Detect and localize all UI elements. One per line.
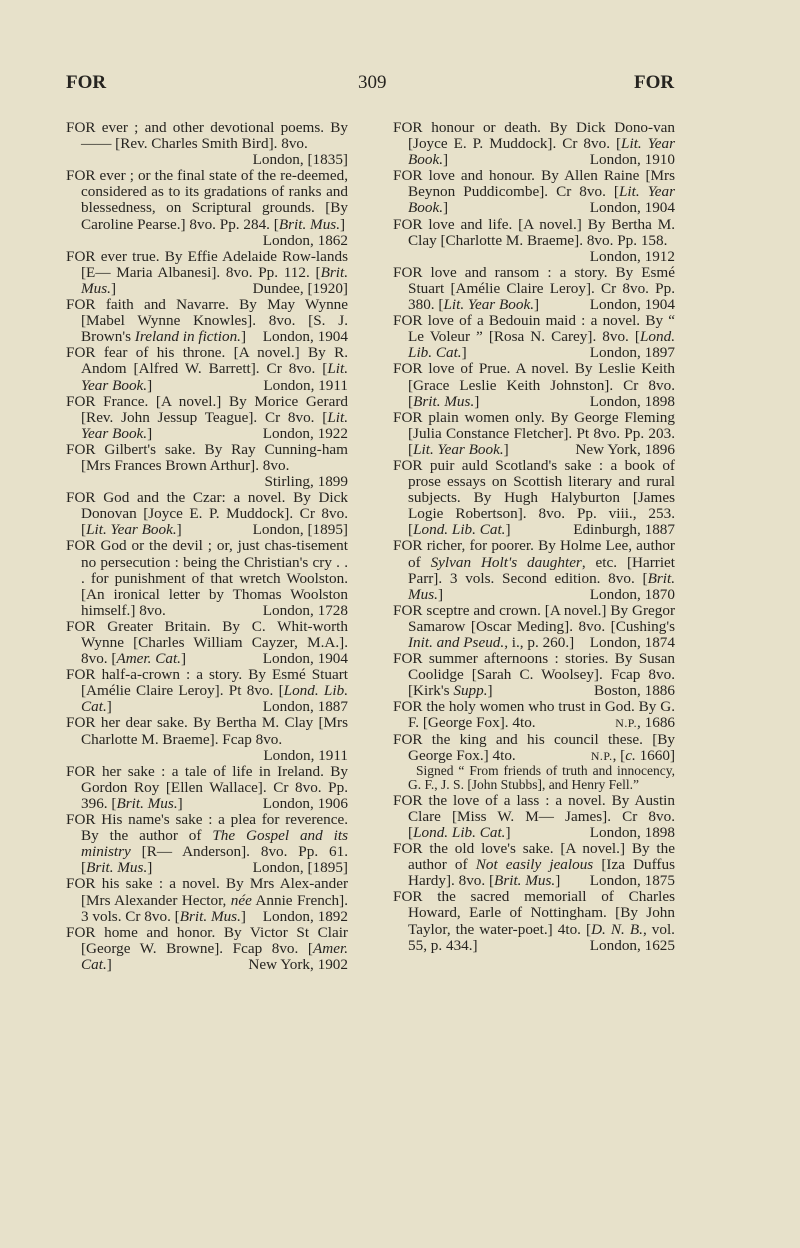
italic-text: Init. and Pseud. — [408, 634, 505, 651]
entry-text: FOR fear of his throne. [A novel.] By R. Andom [Alfred W. Barrett]. Cr 8vo. [ — [66, 344, 348, 378]
entry-text: ] — [180, 650, 187, 668]
entry-text: London, 1904 — [262, 328, 348, 346]
entry-text: FOR her dear sake. By Bertha M. Clay [Mrs Charlotte M. Braeme]. Fcap 8vo. — [66, 714, 348, 748]
entry-text: New York, 1896 — [575, 440, 675, 458]
entry-text: FOR home and honor. By Victor St Clair [George W. Browne]. Fcap 8vo. [ — [66, 923, 348, 957]
publication-place-date — [563, 522, 675, 538]
italic-text: Brit. Mus. — [86, 859, 148, 877]
entry-text: London, 1912 — [589, 247, 675, 265]
publication-place-date — [580, 635, 675, 651]
entry-text: ] — [443, 151, 449, 169]
entry-text: ] — [443, 199, 449, 217]
italic-text: Not easily jealous — [475, 856, 594, 874]
entry-text: ] — [487, 682, 493, 700]
bibliography-entry — [393, 651, 675, 699]
publication-place-date — [243, 281, 348, 297]
entry-text: ] — [106, 955, 112, 973]
italic-text: Amer. Cat. — [81, 939, 348, 973]
publication-place-date — [581, 748, 675, 764]
entry-text: FOR God or the devil ; or, just chas-tisement no persecution : being the Christian's cry . . . for punishment of that wretch Woolston. [An ironical letter by Thomas Woolston himself.] 8vo. — [66, 537, 348, 619]
small-caps-text: N.P. — [615, 716, 638, 731]
publication-place-date — [584, 683, 675, 699]
entry-text: ] — [340, 215, 346, 233]
entry-note: Signed “ From friends of truth and innocency, G. F., J. S. [John Stubbs], and Henry Fell.” — [408, 762, 675, 793]
italic-text: Brit. Mus. — [116, 794, 178, 812]
entry-text: ] — [147, 424, 153, 442]
entry-text: London, 1862 — [262, 231, 348, 249]
italic-text: Brit. Mus. — [408, 569, 675, 603]
publication-place-date — [580, 249, 675, 265]
entry-text: FOR the king and his council these. [By George Fox.] 4to. — [393, 730, 675, 764]
italic-text: Brit. Mus. — [81, 263, 348, 297]
page-number: 309 — [358, 72, 387, 93]
entry-text: ] — [437, 585, 444, 603]
publication-place-date — [253, 378, 348, 394]
entry-text: ] — [474, 392, 480, 410]
bibliography-entry — [66, 442, 348, 490]
bibliography-entry — [393, 699, 675, 731]
entry-text: FOR the sacred memoriall of Charles Howard, Earle of Nottingham. [By John Taylor, the water-poet.] 4to. [ — [393, 888, 675, 938]
entry-text: ] — [555, 872, 561, 890]
entry-text: FOR the love of a lass : a novel. By Austin Clare [Miss W. M— James]. Cr 8vo. [ — [393, 791, 675, 841]
publication-place-date — [605, 715, 675, 731]
publication-place-date — [253, 699, 348, 715]
entry-text: FOR the holy women who trust in God. By G. F. [George Fox]. 4to. — [393, 698, 675, 732]
publication-place-date — [243, 860, 348, 876]
italic-text: née — [230, 891, 252, 909]
publication-place-date — [580, 345, 675, 361]
entry-text: FOR France. [A novel.] By Morice Gerard [Rev. John Jessup Teague]. Cr 8vo. [ — [66, 392, 348, 426]
publication-place-date — [254, 474, 348, 490]
entry-text: London, 1870 — [589, 585, 675, 603]
publication-place-date — [253, 426, 348, 442]
entry-text: ] — [106, 698, 112, 716]
bibliography-entry — [393, 265, 675, 313]
entry-text: London, 1887 — [262, 698, 348, 716]
bibliography-entry — [393, 168, 675, 216]
bibliography-entry — [66, 297, 348, 345]
entry-text: London, 1904 — [262, 650, 348, 668]
entry-text: London, 1910 — [589, 151, 675, 169]
entry-text: London, 1898 — [589, 823, 675, 841]
bibliography-entry — [66, 490, 348, 538]
italic-text: Lit. Year Book. — [408, 135, 675, 169]
bibliography-entry — [393, 538, 675, 602]
entry-text: , [ — [612, 746, 626, 764]
entry-text: London, 1922 — [262, 424, 348, 442]
bibliography-entry — [66, 345, 348, 393]
entry-text: London, [1895] — [252, 521, 348, 539]
entry-text: London, 1911 — [263, 746, 348, 764]
italic-text: Lond. Lib. Cat. — [408, 328, 675, 362]
italic-text: Brit. Mus. — [278, 215, 341, 233]
entry-text: FOR plain women only. By George Fleming [Julia Constance Fletcher]. Pt 8vo. Pp. 203. [ — [393, 408, 675, 458]
entry-text: London, 1728 — [262, 601, 348, 619]
entry-text: FOR ever ; or the final state of the re-deemed, considered as to its gradations of ranks and blessedness, on Scriptural grounds. [By Caroline Pearse.] 8vo. Pp. 284. [ — [66, 167, 348, 233]
entry-text: ] — [240, 328, 247, 346]
bibliography-entry — [66, 120, 348, 168]
entry-text: FOR God and the Czar: a novel. By Dick Donovan [Joyce E. P. Muddock]. Cr 8vo. [ — [66, 489, 348, 539]
publication-place-date — [580, 938, 675, 954]
italic-text: Ireland in fiction. — [134, 328, 241, 346]
entry-text: FOR ever true. By Effie Adelaide Row-lands [E— Maria Albanesi]. 8vo. Pp. 112. [ — [66, 247, 348, 281]
entry-text: ] — [147, 859, 153, 877]
entry-text: FOR love and life. [A novel.] By Bertha M. Clay [Charlotte M. Braeme]. 8vo. Pp. 158. — [393, 215, 675, 249]
entry-text: FOR Gilbert's sake. By Ray Cunning-ham [Mrs Frances Brown Arthur]. 8vo. — [66, 440, 348, 474]
right-column — [393, 120, 675, 954]
publication-place-date — [238, 957, 348, 973]
italic-text: Lond. Lib. Cat. — [81, 682, 348, 716]
italic-text: Lond. Lib. Cat. — [413, 823, 506, 841]
bibliography-entry — [393, 889, 675, 953]
bibliography-entry — [393, 732, 675, 764]
entry-text: ] — [505, 823, 511, 841]
bibliography-entry — [393, 793, 675, 841]
entry-text: FOR faith and Navarre. By May Wynne [Mabel Wynne Knowles]. 8vo. [S. J. Brown's — [66, 296, 348, 346]
bibliography-entry — [66, 168, 348, 248]
bibliography-entry — [66, 619, 348, 667]
bibliography-entry — [393, 120, 675, 168]
entry-text: , i., p. 260.] — [504, 634, 575, 651]
entry-text: ] — [461, 344, 467, 362]
bibliography-entry — [66, 925, 348, 973]
bibliography-entry — [66, 538, 348, 618]
entry-text: London, 1874 — [589, 634, 675, 651]
publication-place-date — [253, 909, 348, 925]
entry-text: [R— Anderson]. 8vo. Pp. 61. [ — [81, 843, 348, 877]
entry-text: FOR sceptre and crown. [A novel.] By Gregor Samarow [Oscar Meding]. 8vo. [Cushing's — [393, 601, 675, 635]
publication-place-date — [580, 200, 675, 216]
publication-place-date — [243, 152, 348, 168]
bibliography-entry — [393, 313, 675, 361]
publication-place-date — [253, 603, 348, 619]
bibliography-entry — [66, 715, 348, 763]
entry-text: FOR puir auld Scotland's sake : a book of prose essays on Scottish literary and rural subjects. By Hugh Halyburton [James Logie Robertson]. 8vo. Pp. viii., 253. [ — [393, 456, 675, 539]
publication-place-date — [580, 873, 675, 889]
running-head-right: FOR — [634, 72, 675, 93]
entry-text: , 1686 — [637, 714, 675, 732]
entry-text: FOR the old love's sake. [A novel.] By the author of — [393, 840, 675, 874]
italic-text: Lit. Year Book. — [413, 440, 504, 458]
entry-text: Edinburgh, 1887 — [573, 521, 675, 539]
publication-place-date — [580, 297, 675, 313]
italic-text: Supp. — [453, 682, 488, 700]
italic-text: c. — [625, 746, 636, 764]
entry-text: New York, 1902 — [248, 955, 348, 973]
entry-text: FOR her sake : a tale of life in Ireland. By Gordon Roy [Ellen Wallace]. Cr 8vo. Pp. 396. [ — [66, 762, 348, 812]
entry-text: 1660] — [635, 746, 675, 764]
publication-place-date — [243, 522, 348, 538]
entry-text: London, 1875 — [589, 872, 675, 890]
bibliography-entry — [66, 667, 348, 715]
publication-place-date — [253, 796, 348, 812]
bibliography-entry — [393, 217, 675, 265]
entry-text: Stirling, 1899 — [264, 473, 348, 491]
bibliography-entry — [393, 361, 675, 409]
bibliography-entry — [66, 764, 348, 812]
entry-text: FOR love and ransom : a story. By Esmé Stuart [Amélie Claire Leroy]. Cr 8vo. Pp. 380. [ — [393, 263, 675, 314]
publication-place-date — [580, 152, 675, 168]
entry-text: ] — [177, 794, 183, 812]
entry-text: London, 1898 — [589, 392, 675, 410]
bibliography-entry — [393, 458, 675, 538]
entry-text: London, 1625 — [589, 936, 675, 954]
bibliography-entry — [66, 394, 348, 442]
entry-text: FOR Greater Britain. By C. Whit-worth Wynne [Charles William Cayzer, M.A.]. 8vo. [ — [66, 617, 348, 668]
entry-text: London, 1897 — [589, 344, 675, 362]
publication-place-date — [253, 748, 348, 764]
small-caps-text: N.P. — [590, 748, 613, 763]
entry-text: London, 1906 — [262, 794, 348, 812]
entry-text: ] — [503, 440, 509, 458]
entry-text: FOR His name's sake : a plea for reverence. By the author of — [66, 811, 348, 845]
bibliography-entry — [393, 603, 675, 651]
running-head-left: FOR — [66, 72, 107, 93]
entry-text: FOR summer afternoons : stories. By Susan Coolidge [Sarah C. Woolsey]. Fcap 8vo. [Kirk's — [393, 650, 675, 700]
bibliography-entry — [66, 812, 348, 876]
entry-text: London, [1895] — [252, 859, 348, 877]
entry-text: FOR love and honour. By Allen Raine [Mrs Beynon Puddicombe]. Cr 8vo. [ — [393, 167, 675, 201]
entry-text: FOR half-a-crown : a story. By Esmé Stuart [Amélie Claire Leroy]. Pt 8vo. [ — [66, 666, 348, 700]
italic-text: D. N. B. — [591, 920, 643, 938]
italic-text: Lit. Year Book. — [86, 521, 177, 539]
entry-text: ] — [110, 279, 117, 297]
publication-place-date — [253, 651, 348, 667]
bibliography-entry — [66, 876, 348, 924]
entry-text: ] — [240, 907, 246, 925]
entry-text: London, 1892 — [262, 907, 348, 925]
italic-text: Brit. Mus. — [413, 392, 475, 410]
entry-text: FOR richer, for poorer. By Holme Lee, author of — [393, 537, 675, 571]
entry-text: FOR honour or death. By Dick Dono-van [Joyce E. P. Muddock]. Cr 8vo. [ — [393, 119, 675, 153]
publication-place-date — [580, 587, 675, 603]
bibliography-entry — [393, 841, 675, 889]
entry-text: FOR love of a Bedouin maid : a novel. By “ Le Voleur ” [Rosa N. Carey]. 8vo. [ — [393, 312, 675, 346]
entry-text: London, [1835] — [252, 151, 348, 169]
entry-text: ] — [147, 376, 153, 394]
italic-text: Lit. Year Book. — [81, 408, 348, 442]
italic-text: Amer. Cat. — [116, 650, 181, 668]
entry-text: ] — [505, 521, 511, 539]
publication-place-date — [253, 233, 348, 249]
entry-text: ] — [534, 296, 540, 314]
entry-text: London, 1911 — [263, 376, 348, 394]
entry-text: Dundee, [1920] — [252, 279, 348, 297]
entry-text: Annie French]. 3 vols. Cr 8vo. [ — [81, 891, 348, 925]
entry-text: , etc. [Harriet Parr]. 3 vols. Second edition. 8vo. [ — [408, 553, 676, 587]
entry-text: London, 1904 — [589, 296, 675, 314]
italic-text: Lit. Year Book. — [443, 296, 535, 314]
publication-place-date — [565, 442, 675, 458]
italic-text: Lit. Year Book. — [81, 360, 348, 394]
entry-text: ] — [176, 521, 182, 539]
publication-place-date — [253, 329, 348, 345]
entry-text: Boston, 1886 — [593, 682, 675, 700]
entry-text: London, 1904 — [589, 199, 675, 217]
entry-text: FOR love of Prue. A novel. By Leslie Keith [Grace Leslie Keith Johnston]. Cr 8vo. [ — [393, 360, 675, 410]
left-column — [66, 120, 348, 973]
bibliography-entry — [393, 410, 675, 458]
bibliography-entry — [66, 249, 348, 297]
italic-text: Sylvan Holt's daughter — [430, 553, 582, 571]
entry-text: FOR his sake : a novel. By Mrs Alex-ander [Mrs Alexander Hector, — [66, 875, 348, 909]
publication-place-date — [580, 825, 675, 841]
publication-place-date — [580, 394, 675, 410]
entry-text: , vol. 55, p. 434.] — [408, 920, 675, 954]
entry-text: FOR ever ; and other devotional poems. By —— [Rev. Charles Smith Bird]. 8vo. — [66, 119, 348, 153]
entry-text: [Iza Duffus Hardy]. 8vo. [ — [408, 856, 675, 890]
italic-text: Lit. Year Book. — [408, 183, 675, 217]
italic-text: Lond. Lib. Cat. — [413, 521, 506, 539]
italic-text: Brit. Mus. — [179, 907, 241, 925]
italic-text: Brit. Mus. — [494, 872, 556, 890]
italic-text: The Gospel and its ministry — [81, 827, 348, 861]
